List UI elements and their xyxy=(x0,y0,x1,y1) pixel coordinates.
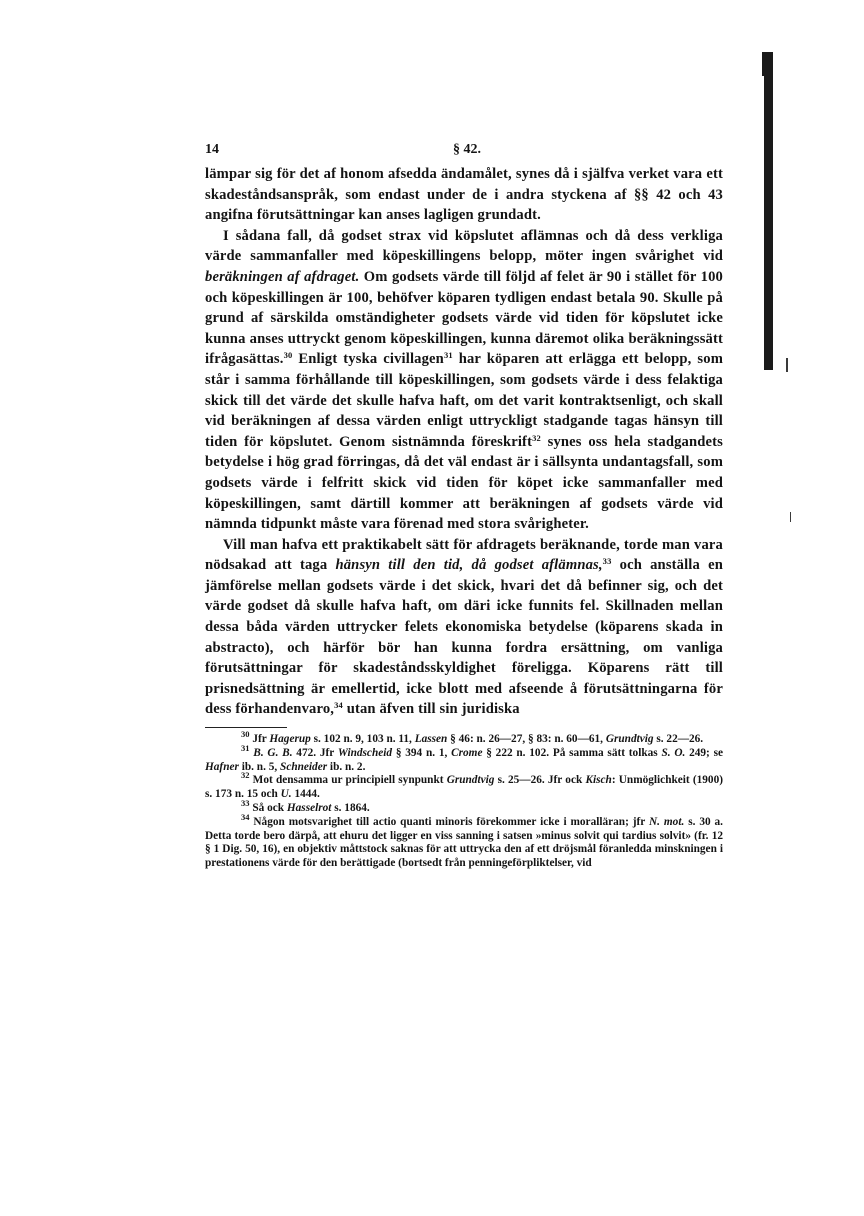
footnote xyxy=(205,729,723,747)
italic-text: N. mot. xyxy=(649,815,685,828)
text-run: s. 25—26. Jfr ock xyxy=(494,774,586,787)
italic-text: Grundtvig xyxy=(605,733,654,746)
italic-text: Hagerup xyxy=(269,733,311,746)
text-run: § 394 n. 1, xyxy=(392,746,452,759)
italic-text: S. O. xyxy=(661,746,686,759)
scan-mark xyxy=(786,358,788,372)
text-run: s. 1864. xyxy=(331,802,370,815)
text-run: 1444. xyxy=(291,788,320,801)
italic-text: Lassen xyxy=(414,733,448,746)
running-header xyxy=(205,142,723,164)
text-run: : Unmöglichkeit (1900) s. 173 n. 15 och xyxy=(205,774,723,801)
text-run: utan äfven till sin juridiska xyxy=(342,701,520,718)
binding-shadow-top xyxy=(762,52,764,76)
text-run: s. 102 n. 9, 103 n. 11, xyxy=(310,733,415,746)
text-run: lämpar sig för det af honom afsedda ändamålet, synes då i själfva verket vara ett skadeståndsanspråk, som endast under de i andra styckena af §§ 42 och 43 angifna förutsättningar kan anses lagligen grundadt. xyxy=(205,166,723,224)
text-run: Vill man hafva ett praktikabelt sätt för afdragets beräknande, torde man vara nödsakad att taga xyxy=(205,536,723,574)
italic-text: hänsyn till den tid, då godset aflämnas, xyxy=(335,557,603,574)
paragraph xyxy=(205,226,723,535)
footnotes xyxy=(205,729,723,871)
footnote xyxy=(205,811,723,871)
footnote xyxy=(205,770,723,802)
text-run: Enligt tyska civillagen xyxy=(292,351,444,368)
italic-text: Schneider xyxy=(280,760,328,773)
footnote-ref: 34 xyxy=(241,811,250,822)
text-run: s. 30 a. Detta torde bero därpå, att ehuru det ligger en viss sanning i satsen »minus solvit qui tardius solvit» (fr. 12 § 1 Dig. 50, 16), en objektiv måttstock saknas för att uttrycka den af ett dröjsmål föranledda minskningen i prestationens värde för den berättigade (bortsedt från penningeförpliktelser, vid xyxy=(205,815,723,870)
text-run: och anställa en jämförelse mellan godsets värde i det skick, hvari det då befinner sig, och det värde godset då skulle hafva haft, om däri icke funnits fel. Skillnaden mellan dessa båda värden uttrycker felets ekonomiska betydelse (köparens skada in abstracto), och härför bör han kunna fordra ersättning, om vanliga förutsättningar för skadeståndsskyldighet föreligga. Köparens rätt till prisnedsättning är emellertid, icke blott med afseende å förutsättningarna för dess förhandenvaro, xyxy=(205,557,723,718)
footnote xyxy=(205,742,723,775)
text-run: ib. n. 5, xyxy=(238,760,281,773)
text-run: 472. Jfr xyxy=(292,746,338,759)
book-page xyxy=(205,142,723,871)
text-run: Jfr xyxy=(249,733,270,746)
body-text xyxy=(205,164,723,720)
text-run: Mot densamma ur principiell synpunkt xyxy=(249,774,447,787)
text-run: 249; se xyxy=(685,746,723,759)
text-run: I sådana fall, då godset strax vid köpslutet aflämnas och då dess verkliga värde sammanfaller med köpeskillingens belopp, möter ingen svårighet vid xyxy=(205,227,723,265)
footnote-ref: 31 xyxy=(241,742,250,753)
text-run: ib. n. 2. xyxy=(327,760,366,773)
footnote-ref: 30 xyxy=(241,729,250,740)
text-run: s. 22—26. xyxy=(653,733,704,746)
footnote-ref: 33 xyxy=(602,556,612,567)
footnote-ref: 32 xyxy=(532,432,541,443)
binding-shadow-edge xyxy=(764,52,773,370)
italic-text: Kisch xyxy=(585,774,612,787)
italic-text: Windscheid xyxy=(337,746,393,759)
footnote xyxy=(205,798,723,816)
text-run: § 222 n. 102. På samma sätt tolkas xyxy=(482,746,662,759)
footnote-ref: 31 xyxy=(443,350,453,361)
paragraph xyxy=(205,535,723,720)
italic-text: Crome xyxy=(451,746,483,759)
footnote-ref: 30 xyxy=(283,350,293,361)
italic-text: Grundtvig xyxy=(446,774,495,787)
text-run: har köparen att erlägga ett belopp, som står i samma förhållande till köpeskillingen, som godsets värde i dess felaktiga skick till det värde det skulle hafva haft, om det varit kontraktsenligt, och skall vid beräkningen af dessa värden enligt uttryckligt stadgande tagas hänsyn till tiden för köpslutet. Genom sistnämnda föreskrift xyxy=(205,351,724,450)
italic-text: Hasselrot xyxy=(286,802,332,815)
text-run: Om godsets värde till följd af felet är 90 i stället för 100 och köpeskillingen är 100, behöfver köparen tydligen endast betala 90. Skulle på grund af särskilda omständigheter godsets värde vid tiden för köpslutet icke kunna anses uttryckt genom köpeskillingen, kunna däremot olika beräkningssätt ifrågasättas. xyxy=(205,268,723,368)
section-heading: § 42. xyxy=(453,142,481,157)
footnote-ref: 33 xyxy=(241,798,250,809)
italic-text: U. xyxy=(280,788,292,801)
footnote-ref: 32 xyxy=(241,770,250,781)
scan-mark xyxy=(790,512,791,522)
footnote-divider xyxy=(205,727,287,728)
italic-text: B. G. B. xyxy=(253,746,293,759)
text-run: Någon motsvarighet till actio quanti minoris förekommer icke i moralläran; jfr xyxy=(249,815,649,828)
italic-text: beräkningen af afdraget. xyxy=(205,268,360,285)
text-run: synes oss hela stadgandets betydelse i hög grad förringas, då det väl endast är i sällsynta undantagsfall, som godsets värde i felfritt skick vid tiden för köpet icke sammanfaller med köpeskillingen, samt därtill kommer att beräkningen af godsets värde vid nämnda tidpunkt måste vara förenad med stora svårigheter. xyxy=(205,433,723,533)
text-run: Så ock xyxy=(249,802,287,815)
text-run: § 46: n. 26—27, § 83: n. 60—61, xyxy=(447,733,606,746)
footnote-ref: 34 xyxy=(334,700,343,711)
italic-text: Hafner xyxy=(205,760,239,773)
paragraph xyxy=(205,164,723,226)
page-number: 14 xyxy=(205,142,219,157)
